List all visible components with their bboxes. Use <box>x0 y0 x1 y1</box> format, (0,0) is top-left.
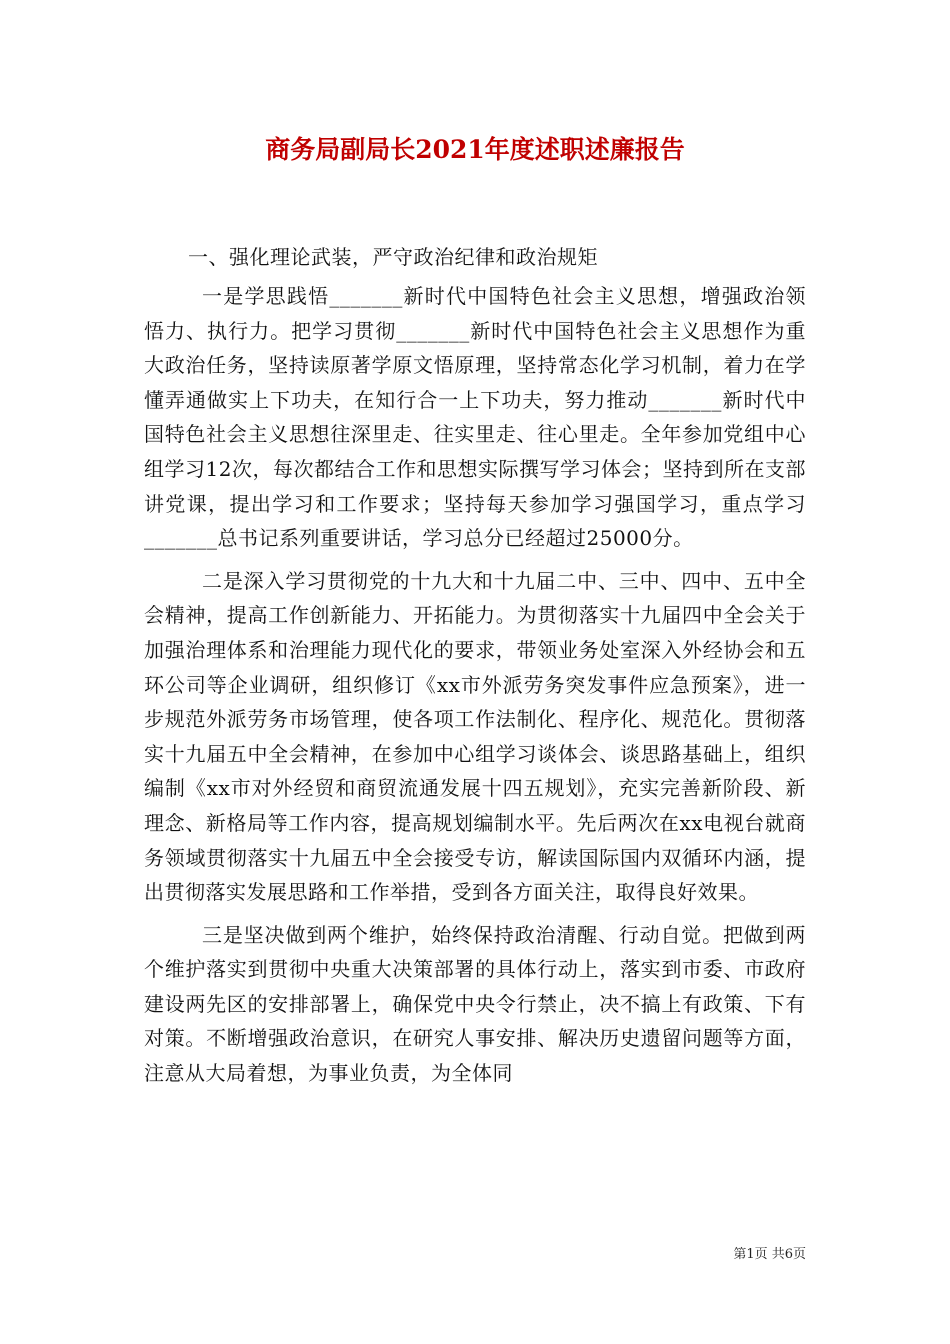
section-heading: 一、强化理论武装，严守政治纪律和政治规矩 <box>188 245 598 269</box>
page-number: 第1页 共6页 <box>733 1247 806 1262</box>
document-title: 商务局副局长2021年度述职述廉报告 <box>265 135 685 164</box>
paragraph-1: 一是学思践悟_______新时代中国特色社会主义思想，增强政治领悟力、执行力。把学习贯彻_______新时代中国特色社会主义思想作为重大政治任务，坚持读原著学原文悟原理，坚持常态化学习机制，着力在学懂弄通做实上下功夫，在知行合一上下功夫，努力推动_______新时代中国特色社会主义思想往深里走、往实里走、往心里走。全年参加党组中心组学习12次，每次都结合工作和思想实际撰写学习体会；坚持到所在支部讲党课，提出学习和工作要求；坚持每天参加学习强国学习，重点学习_______总书记系列重要讲话，学习总分已经超过25000分。 <box>144 284 806 551</box>
paragraph-3: 三是坚决做到两个维护，始终保持政治清醒、行动自觉。把做到两个维护落实到贯彻中央重大决策部署的具体行动上，落实到市委、市政府建设两先区的安排部署上，确保党中央令行禁止，决不搞上有政策、下有对策。不断增强政治意识，在研究人事安排、解决历史遗留问题等方面，注意从大局着想，为事业负责，为全体同 <box>144 922 806 1086</box>
document-body <box>144 240 806 1091</box>
paragraph-2: 二是深入学习贯彻党的十九大和十九届二中、三中、四中、五中全会精神，提高工作创新能力、开拓能力。为贯彻落实十九届四中全会关于加强治理体系和治理能力现代化的要求，带领业务处室深入外经协会和五环公司等企业调研，组织修订《xx市外派劳务突发事件应急预案》，进一步规范外派劳务市场管理，使各项工作法制化、程序化、规范化。贯彻落实十九届五中全会精神，在参加中心组学习谈体会、谈思路基础上，组织编制《xx市对外经贸和商贸流通发展十四五规划》，充实完善新阶段、新理念、新格局等工作内容，提高规划编制水平。先后两次在xx电视台就商务领域贯彻落实十九届五中全会接受专访，解读国际国内双循环内涵，提出贯彻落实发展思路和工作举措，受到各方面关注，取得良好效果。 <box>144 568 806 905</box>
